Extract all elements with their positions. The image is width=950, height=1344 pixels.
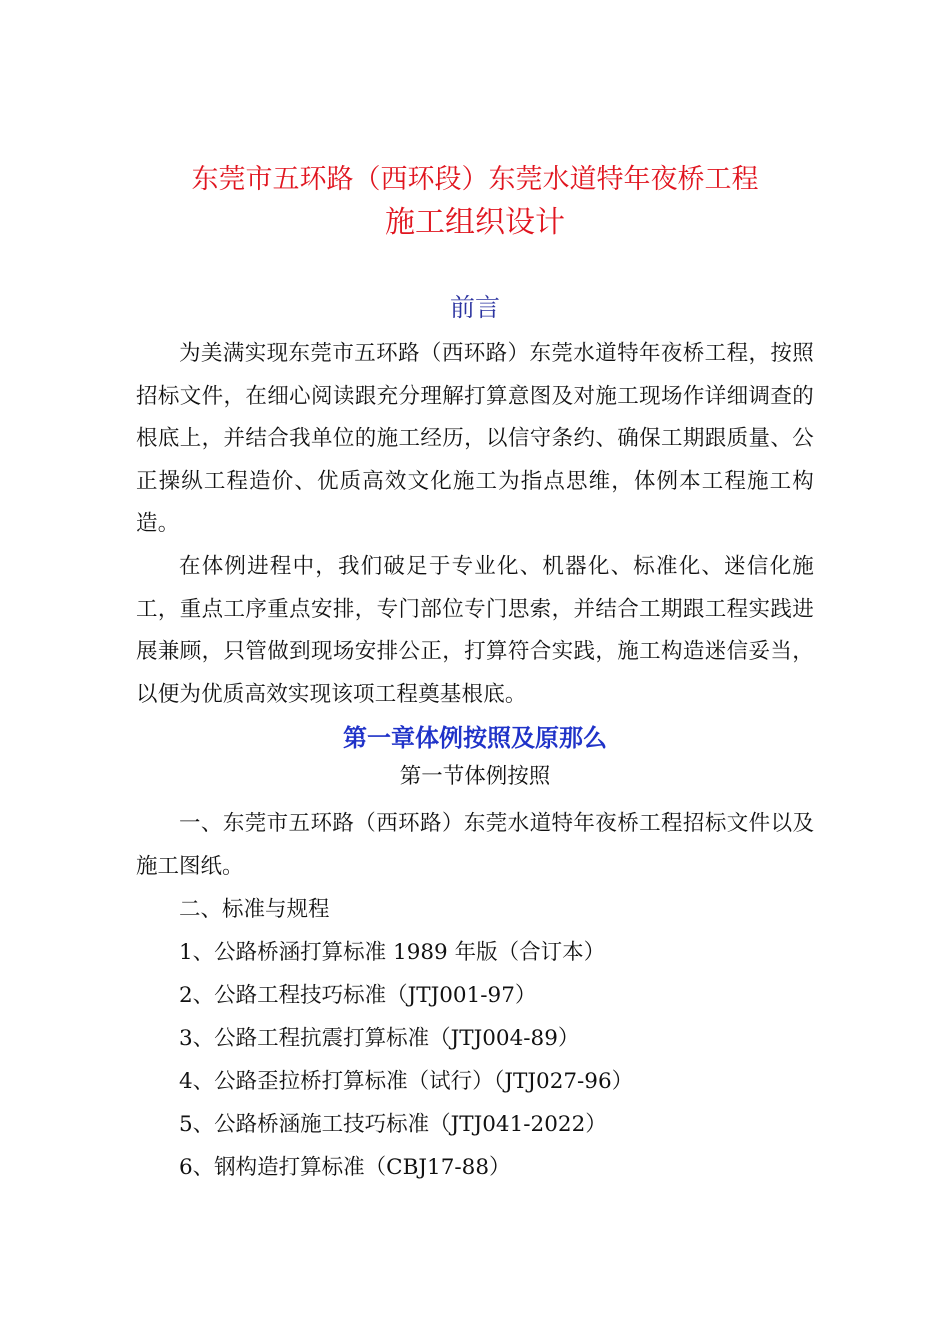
section-1-heading: 第一节体例按照 — [399, 764, 551, 789]
standard-item-1: 1、公路桥涵打算标准 1989 年版（合订本） — [179, 940, 606, 965]
standard-item-3: 3、公路工程抗震打算标准（JTJ004-89） — [179, 1026, 580, 1051]
document-title-line2: 施工组织设计 — [385, 205, 565, 240]
document-title-line1: 东莞市五环路（西环段）东莞水道特年夜桥工程 — [191, 164, 759, 195]
section-1-intro-item: 一、东莞市五环路（西环路）东莞水道特年夜桥工程招标文件以及施工图纸。 — [136, 811, 814, 879]
preface-paragraph-1: 为美满实现东莞市五环路（西环路）东莞水道特年夜桥工程，按照招标文件，在细心阅读跟充分理解打算意图及对施工现场作详细调查的根底上，并结合我单位的施工经历，以信守条约、确保工期跟质量、公正操纵工程造价、优质高效文化施工为指点思维，体例本工程施工构造。 — [136, 341, 814, 536]
standard-item-4: 4、公路歪拉桥打算标准（试行）（JTJ027-96） — [179, 1069, 634, 1094]
standard-item-6: 6、钢构造打算标准（CBJ17-88） — [179, 1155, 511, 1180]
standard-item-5: 5、公路桥涵施工技巧标准（JTJ041-2022） — [179, 1112, 607, 1137]
standards-heading: 二、标准与规程 — [179, 897, 330, 922]
chapter-1-heading: 第一章体例按照及原那么 — [343, 724, 607, 752]
standard-item-2: 2、公路工程技巧标准（JTJ001-97） — [179, 983, 537, 1008]
preface-heading: 前言 — [449, 293, 500, 322]
preface-paragraph-2: 在体例进程中，我们破足于专业化、机器化、标准化、迷信化施工，重点工序重点安排，专门部位专门思索，并结合工期跟工程实践进展兼顾，只管做到现场安排公正，打算符合实践，施工构造迷信妥当，以便为优质高效实现该项工程奠基根底。 — [136, 554, 814, 707]
